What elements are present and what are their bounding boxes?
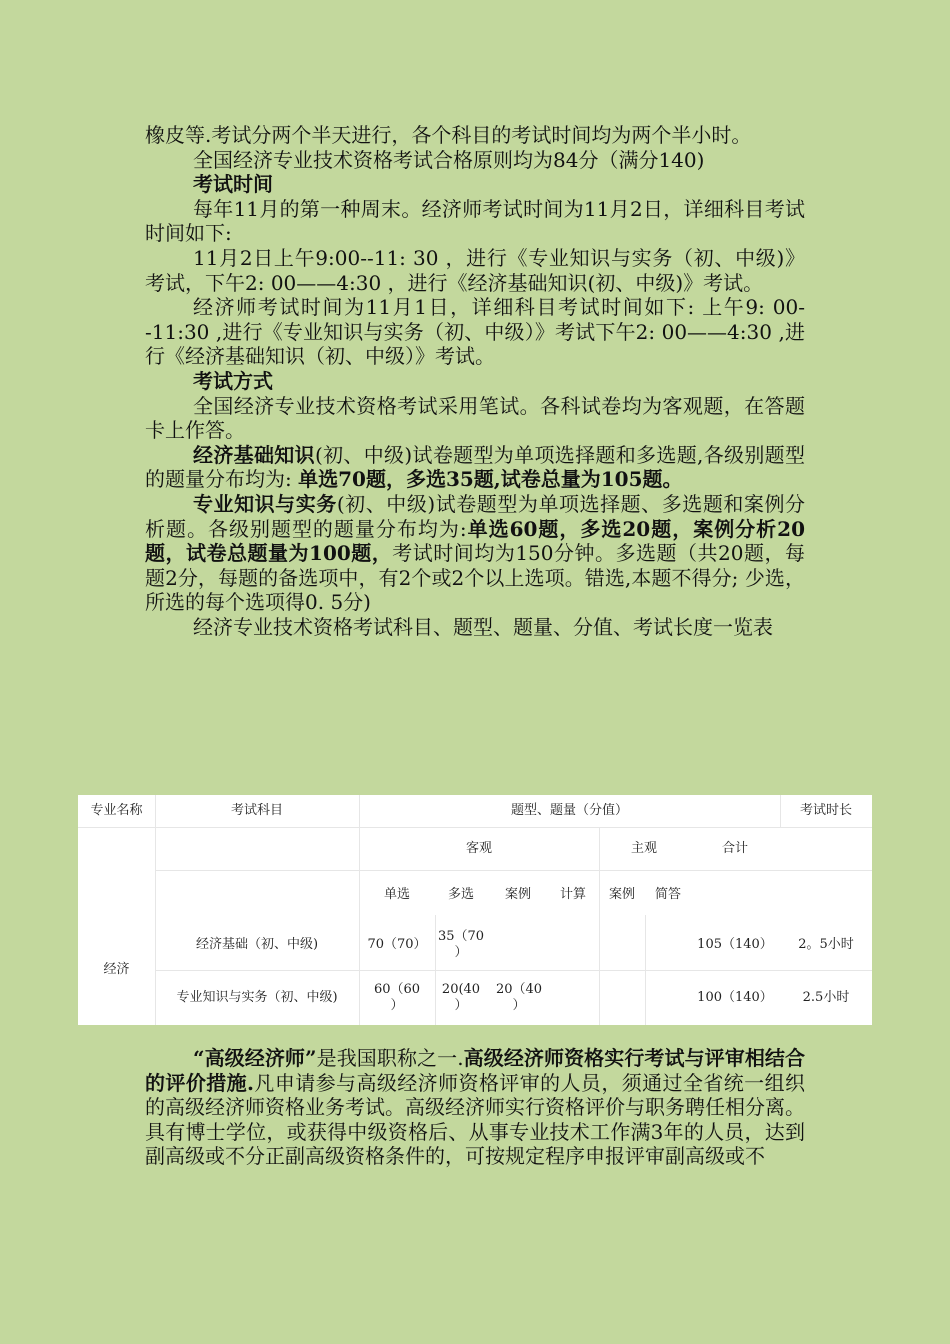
subheader-case-subjective: 案例 [608, 887, 635, 902]
paragraph [145, 615, 805, 640]
text-run: 凡申请参与高级经济师资格评审的人员，须通过全省统一组织的高级经济师资格业务考试。高级经济师实行资格评价与职务聘任相分离。具有博士学位，或获得中级资格后、从事专业技术工作满3年的人员，达到副高级或不分正副高级资格条件的，可按规定程序申报评审副高级或不 [145, 1070, 805, 1169]
subheader-case: 案例 [504, 887, 531, 902]
header-question-types: 题型、题量（分值） [510, 803, 628, 818]
paragraph [145, 123, 805, 148]
bold-text: 考试方式 [193, 368, 273, 393]
header-subjective: 主观 [630, 840, 657, 856]
text-run: (初、中级)试卷题型为单项选择题、多选题和案例分析题。各级别题型的题量分布均为: [145, 491, 805, 541]
text-run: 橡皮等.考试分两个半天进行，各个科目的考试时间均为两个半小时。 [145, 123, 752, 147]
major-cell: 经济 [103, 962, 130, 977]
subheader-multi: 多选 [447, 887, 474, 902]
body-text-bottom [145, 1046, 805, 1169]
row2-total: 100（140） [697, 989, 773, 1005]
row1-single: 70（70） [367, 937, 427, 952]
bold-text: 单选70题，多选35题,试卷总量为105题。 [298, 467, 683, 492]
exam-table [78, 795, 872, 1025]
text-run: 11月2日上午9:00--11: 30 ，进行《专业知识与实务（初、中级)》考试，下午2: 00——4:30 ，进行《经济基础知识(初、中级)》考试。 [145, 245, 805, 295]
row2-single: 60（60 ） [373, 981, 421, 1013]
bold-text: “高级经济师” [193, 1046, 317, 1070]
paragraph [145, 172, 805, 197]
row1-multi: 35（70 ） [437, 929, 485, 960]
bold-text: 高级经济师资格实行考试与评审相结合的评价措施. [145, 1046, 806, 1095]
subheader-calc: 计算 [559, 887, 586, 902]
paragraph [145, 492, 805, 615]
header-subject: 考试科目 [230, 803, 283, 818]
paragraph [145, 246, 805, 295]
row2-case: 20（40 ） [495, 981, 543, 1013]
text-run: (初、中级)试卷题型为单项选择题和多选题,各级别题型的题量分布均为: [145, 442, 806, 492]
row1-duration: 2。5小时 [798, 937, 854, 952]
subheader-single: 单选 [383, 887, 410, 902]
text-run: 全国经济专业技术资格考试采用笔试。各科试卷均为客观题，在答题卡上作答。 [145, 393, 805, 443]
row2-subject: 专业知识与实务（初、中级) [176, 989, 338, 1005]
paragraph [145, 369, 805, 394]
row1-subject: 经济基础（初、中级) [195, 937, 319, 952]
row2-multi: 20(40 ） [441, 981, 481, 1013]
paragraph [145, 295, 805, 369]
header-major: 专业名称 [90, 803, 143, 818]
paragraph [145, 148, 805, 173]
paragraph [145, 197, 805, 246]
header-objective: 客观 [465, 840, 492, 856]
paragraph [145, 443, 805, 492]
bold-text: 经济基础知识 [193, 442, 315, 467]
paragraph [145, 1046, 805, 1169]
header-duration: 考试时长 [799, 803, 852, 818]
text-run: 考试时间均为150分钟。多选题（共20题，每题2分，每题的备选项中，有2个或2个以上选项。错选,本题不得分; 少选，所选的每个选项得0. 5分) [145, 541, 805, 615]
bold-text: 单选60题，多选20题，案例分析20题，试卷总题量为100题， [145, 516, 805, 566]
paragraph [145, 394, 805, 443]
text-run: 全国经济专业技术资格考试合格原则均为84分（满分140) [193, 147, 705, 172]
bold-text: 专业知识与实务 [193, 491, 337, 516]
text-run: 经济专业技术资格考试科目、题型、题量、分值、考试长度一览表 [193, 614, 773, 639]
text-run: 每年11月的第一种周末。经济师考试时间为11月2日，详细科目考试时间如下: [145, 196, 805, 246]
bold-text: 考试时间 [193, 172, 273, 197]
text-run: 经济师考试时间为11月1日，详细科目考试时间如下: 上午9: 00--11:30 ,进行《专业知识与实务（初、中级）》考试下午2: 00——4:30 ,进行《经济基础知识（初、中级）》考试。 [145, 295, 805, 369]
text-run: 是我国职称之一. [316, 1046, 464, 1070]
subheader-short-answer: 简答 [654, 887, 681, 902]
row1-total: 105（140） [697, 937, 773, 952]
header-total: 合计 [721, 840, 748, 856]
body-text-top [145, 123, 805, 639]
row2-duration: 2.5小时 [802, 989, 850, 1005]
